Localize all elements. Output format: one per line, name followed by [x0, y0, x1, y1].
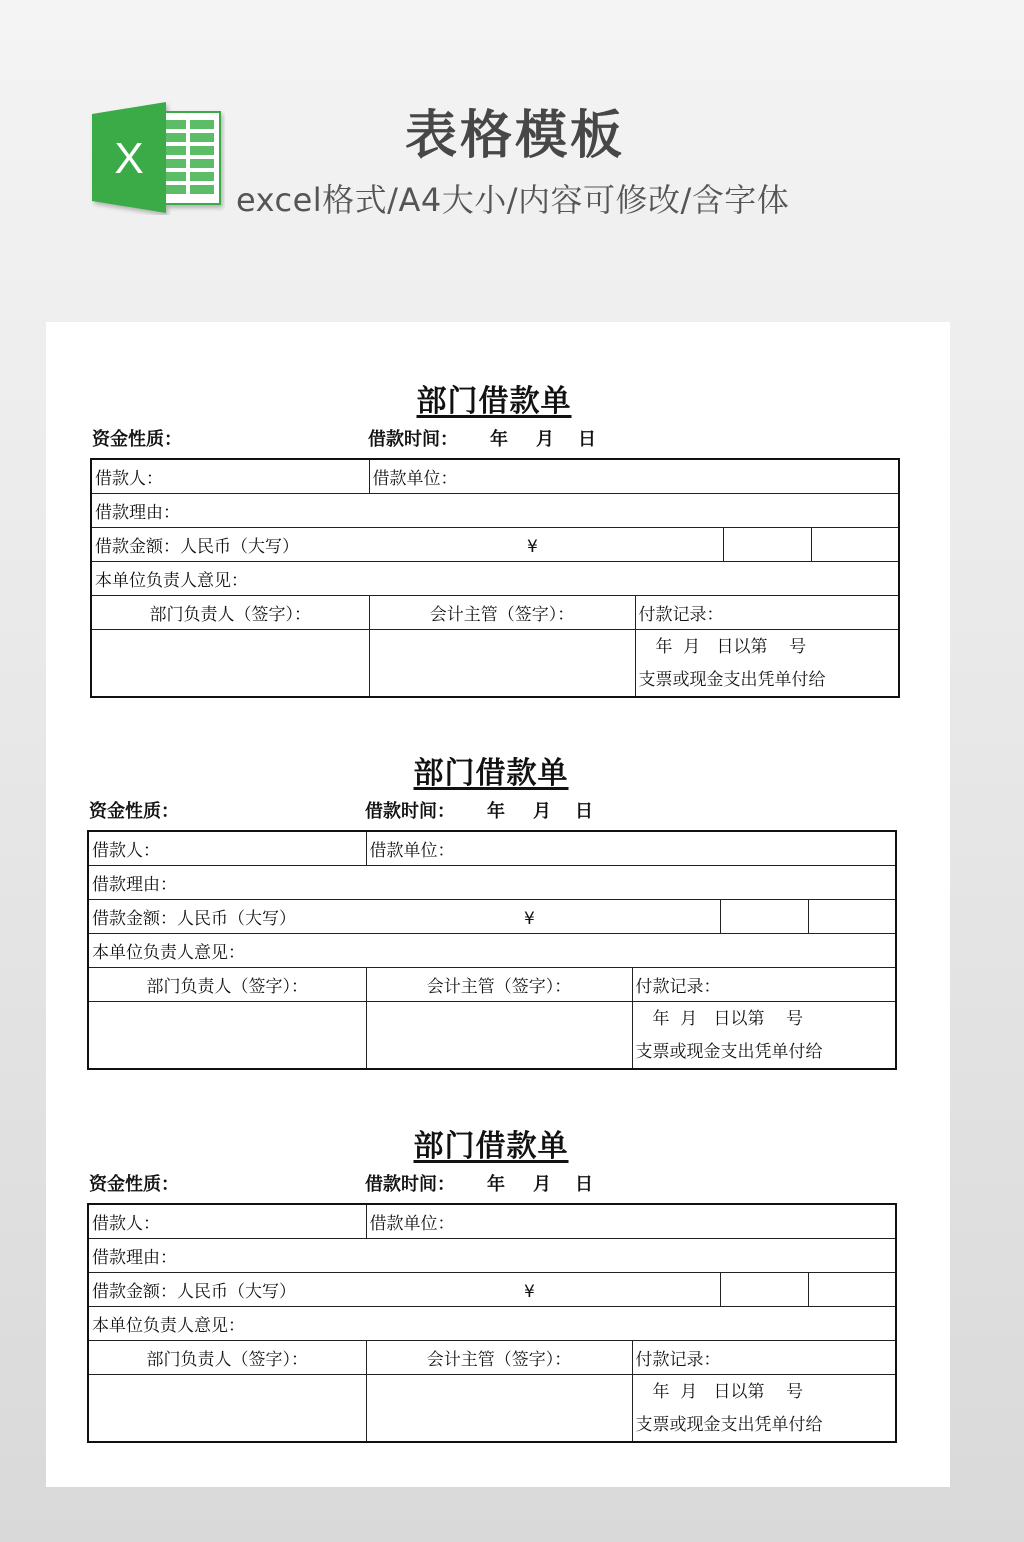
borrower-label[interactable]: 借款人： — [91, 459, 369, 493]
loan-date — [490, 428, 596, 452]
table-row — [91, 595, 899, 629]
month-label: 月 — [533, 801, 551, 822]
loan-table — [87, 830, 897, 1070]
amount-label: 借款金额：人民币（大写） — [95, 536, 299, 557]
payment-record-label: 付款记录： — [632, 1340, 896, 1374]
dept-head-sign-field[interactable] — [88, 1374, 366, 1442]
page-title: 表格模板 — [404, 106, 625, 166]
amount-cell[interactable] — [88, 1272, 720, 1306]
accounting-sign-field[interactable] — [369, 629, 635, 697]
dept-head-sign-label: 部门负责人（签字）： — [91, 595, 369, 629]
payment-date-line: 年 月 日以第 号 — [655, 636, 807, 657]
month-label: 月 — [536, 429, 554, 450]
unit-head-opinion-label[interactable]: 本单位负责人意见： — [88, 1306, 896, 1340]
dept-head-sign-label: 部门负责人（签字）： — [88, 967, 366, 1001]
table-row — [88, 1238, 896, 1272]
table-row — [88, 1001, 896, 1069]
table-row — [88, 967, 896, 1001]
table-row — [88, 1374, 896, 1442]
year-label: 年 — [487, 1174, 505, 1195]
reason-label[interactable]: 借款理由： — [88, 1238, 896, 1272]
borrower-unit-label[interactable]: 借款单位： — [366, 1204, 896, 1238]
form-title: 部门借款单 — [413, 756, 569, 791]
amount-label: 借款金额：人民币（大写） — [92, 1281, 296, 1302]
loan-date — [487, 1173, 593, 1197]
form-title: 部门借款单 — [416, 384, 572, 419]
payment-record-field[interactable] — [632, 1001, 896, 1069]
payment-record-field[interactable] — [635, 629, 899, 697]
day-label: 日 — [578, 429, 596, 450]
month-label: 月 — [533, 1174, 551, 1195]
payment-date-line: 年 月 日以第 号 — [652, 1008, 804, 1029]
loan-table — [87, 1203, 897, 1443]
form-title: 部门借款单 — [413, 1129, 569, 1164]
reason-label[interactable]: 借款理由： — [91, 493, 899, 527]
amount-cell[interactable] — [88, 899, 720, 933]
excel-icon — [90, 100, 225, 215]
table-row — [88, 899, 896, 933]
accounting-sign-label: 会计主管（签字）： — [369, 595, 635, 629]
amount-label: 借款金额：人民币（大写） — [92, 908, 296, 929]
year-label: 年 — [487, 801, 505, 822]
fund-nature-label: 资金性质： — [89, 1174, 179, 1195]
table-row — [88, 831, 896, 865]
table-row — [88, 1272, 896, 1306]
yen-symbol: ¥ — [524, 908, 535, 929]
amount-box[interactable] — [808, 899, 896, 933]
table-row — [91, 459, 899, 493]
borrower-label[interactable]: 借款人： — [88, 831, 366, 865]
borrower-label[interactable]: 借款人： — [88, 1204, 366, 1238]
yen-symbol: ¥ — [524, 1281, 535, 1302]
table-row — [88, 1340, 896, 1374]
amount-box[interactable] — [720, 1272, 808, 1306]
amount-cell[interactable] — [91, 527, 723, 561]
payment-record-field[interactable] — [632, 1374, 896, 1442]
payment-record-label: 付款记录： — [635, 595, 899, 629]
table-row — [88, 865, 896, 899]
svg-text:X: X — [114, 134, 144, 183]
unit-head-opinion-label[interactable]: 本单位负责人意见： — [88, 933, 896, 967]
reason-label[interactable]: 借款理由： — [88, 865, 896, 899]
fund-nature-label: 资金性质： — [89, 801, 179, 822]
table-row — [91, 493, 899, 527]
fund-nature-label: 资金性质： — [92, 429, 182, 450]
payment-method-line: 支票或现金支出凭单付给 — [635, 1041, 823, 1062]
accounting-sign-label: 会计主管（签字）： — [366, 967, 632, 1001]
payment-method-line: 支票或现金支出凭单付给 — [638, 669, 826, 690]
day-label: 日 — [575, 801, 593, 822]
borrower-unit-label[interactable]: 借款单位： — [369, 459, 899, 493]
accounting-sign-field[interactable] — [366, 1001, 632, 1069]
payment-record-label: 付款记录： — [632, 967, 896, 1001]
amount-box[interactable] — [723, 527, 811, 561]
amount-box[interactable] — [720, 899, 808, 933]
amount-box[interactable] — [808, 1272, 896, 1306]
table-row — [91, 561, 899, 595]
table-row — [91, 629, 899, 697]
accounting-sign-label: 会计主管（签字）： — [366, 1340, 632, 1374]
accounting-sign-field[interactable] — [366, 1374, 632, 1442]
day-label: 日 — [575, 1174, 593, 1195]
year-label: 年 — [490, 429, 508, 450]
table-row — [91, 527, 899, 561]
dept-head-sign-label: 部门负责人（签字）： — [88, 1340, 366, 1374]
yen-symbol: ¥ — [527, 536, 538, 557]
unit-head-opinion-label[interactable]: 本单位负责人意见： — [91, 561, 899, 595]
borrower-unit-label[interactable]: 借款单位： — [366, 831, 896, 865]
loan-time-label: 借款时间： — [368, 429, 458, 450]
amount-box[interactable] — [811, 527, 899, 561]
loan-time-label: 借款时间： — [365, 801, 455, 822]
loan-date — [487, 800, 593, 824]
document-sheet — [46, 322, 950, 1487]
loan-table — [90, 458, 900, 698]
payment-date-line: 年 月 日以第 号 — [652, 1381, 804, 1402]
table-row — [88, 1306, 896, 1340]
dept-head-sign-field[interactable] — [91, 629, 369, 697]
dept-head-sign-field[interactable] — [88, 1001, 366, 1069]
page-subtitle: excel格式/A4大小/内容可修改/含字体 — [236, 181, 790, 219]
table-row — [88, 933, 896, 967]
loan-time-label: 借款时间： — [365, 1174, 455, 1195]
payment-method-line: 支票或现金支出凭单付给 — [635, 1414, 823, 1435]
table-row — [88, 1204, 896, 1238]
